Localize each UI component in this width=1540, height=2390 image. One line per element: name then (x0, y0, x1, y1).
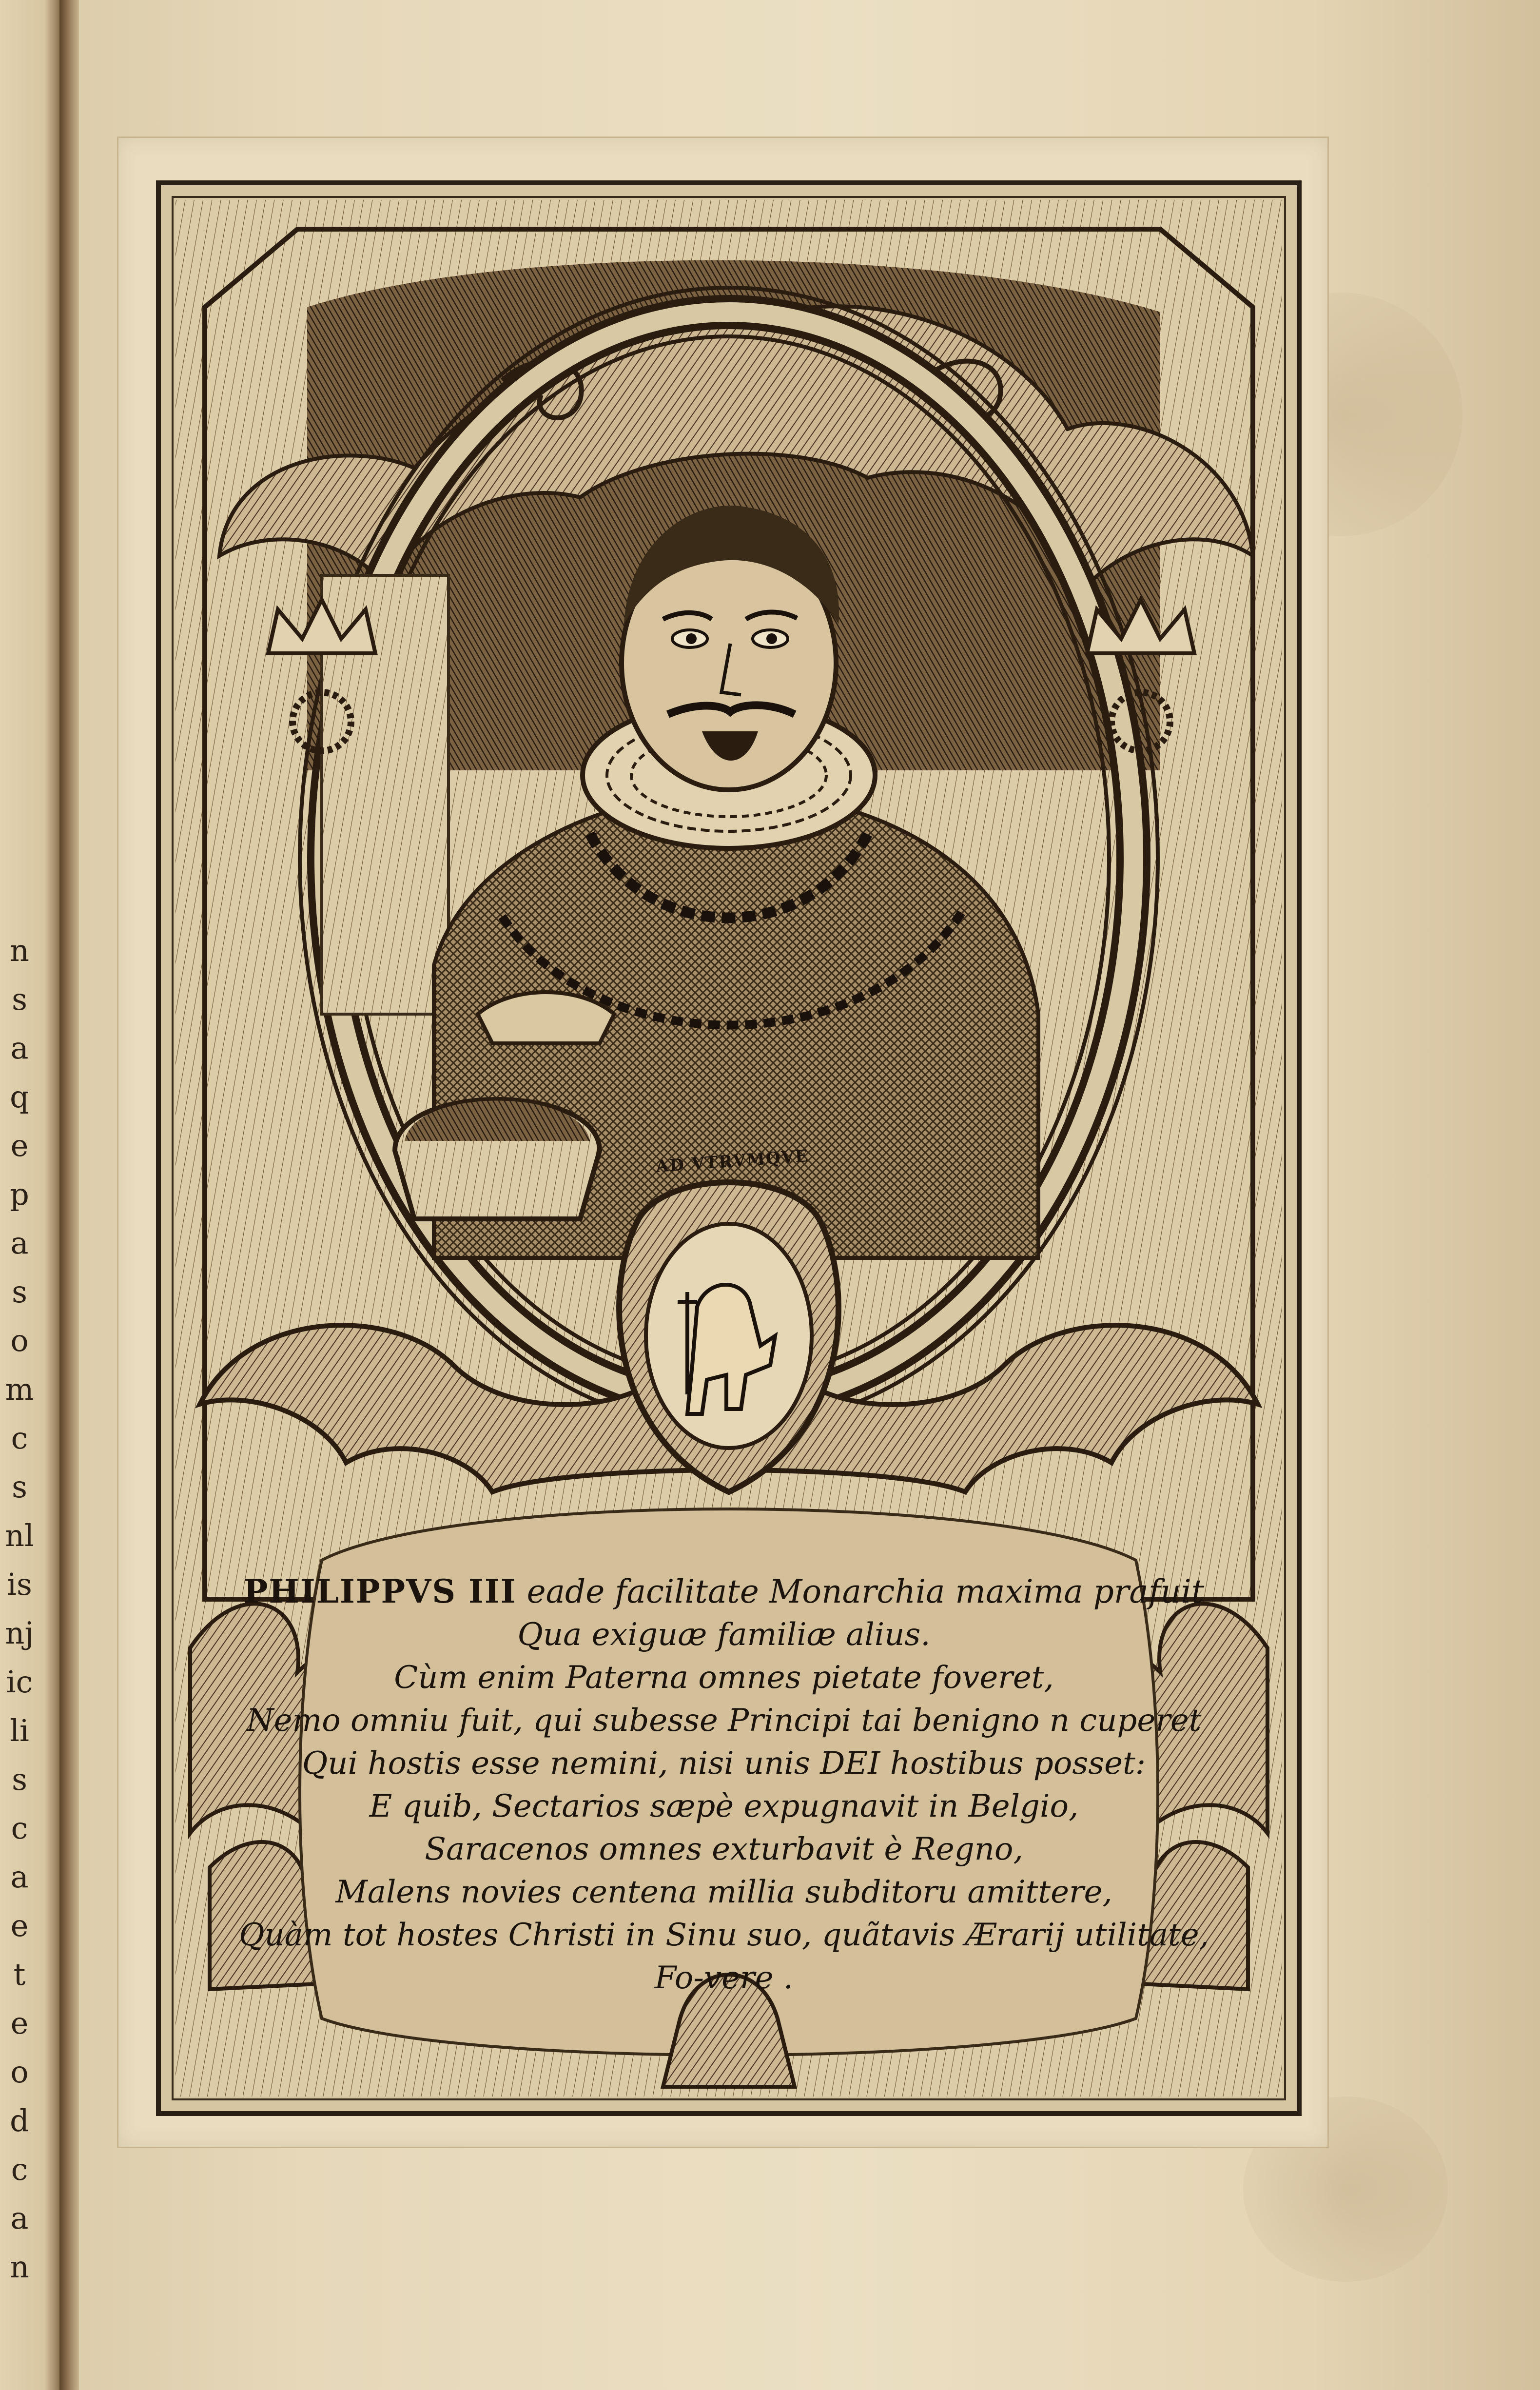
inscription-line-1-rest: eade facilitate Monarchia maxima prafuit (516, 1573, 1205, 1610)
book-gutter (59, 0, 79, 2390)
inscription-line-5: Qui hostis esse nemini, nisi unis DEI hostibus posset: (302, 1745, 1146, 1782)
inscription-line-7: Saracenos omnes exturbavit è Regno, (425, 1831, 1023, 1867)
inscription-line-2: Qua exiguæ familiæ alius. (517, 1617, 931, 1653)
inscription-line-9: Quàm tot hostes Christi in Sinu suo, quãtavis Ærarij utilitate, (239, 1917, 1209, 1953)
inscription-line-1 (156, 1570, 1292, 1613)
inscription-line-6: E quib, Sectarios sæpè expugnavit in Belgio, (369, 1788, 1079, 1824)
previous-page-edge (0, 0, 63, 2390)
latin-inscription (156, 1570, 1292, 1999)
inscription-line-4: Nemo omniu fuit, qui subesse Principi tai benigno n cuperet (246, 1703, 1202, 1739)
inscription-line-8: Malens novies centena millia subditoru amittere, (335, 1874, 1112, 1910)
king-name: PHILIPPVS III (243, 1572, 517, 1610)
previous-page-letters: nsaqepasomcsnlisnjicliscaeteodcan (5, 933, 34, 2285)
inscription-line-3: Cùm enim Paterna omnes pietate foveret, (394, 1660, 1054, 1696)
shield-motto: AD VTRVMQVE (655, 1146, 810, 1176)
inscription-line-10: Fo-vere . (654, 1960, 794, 1996)
